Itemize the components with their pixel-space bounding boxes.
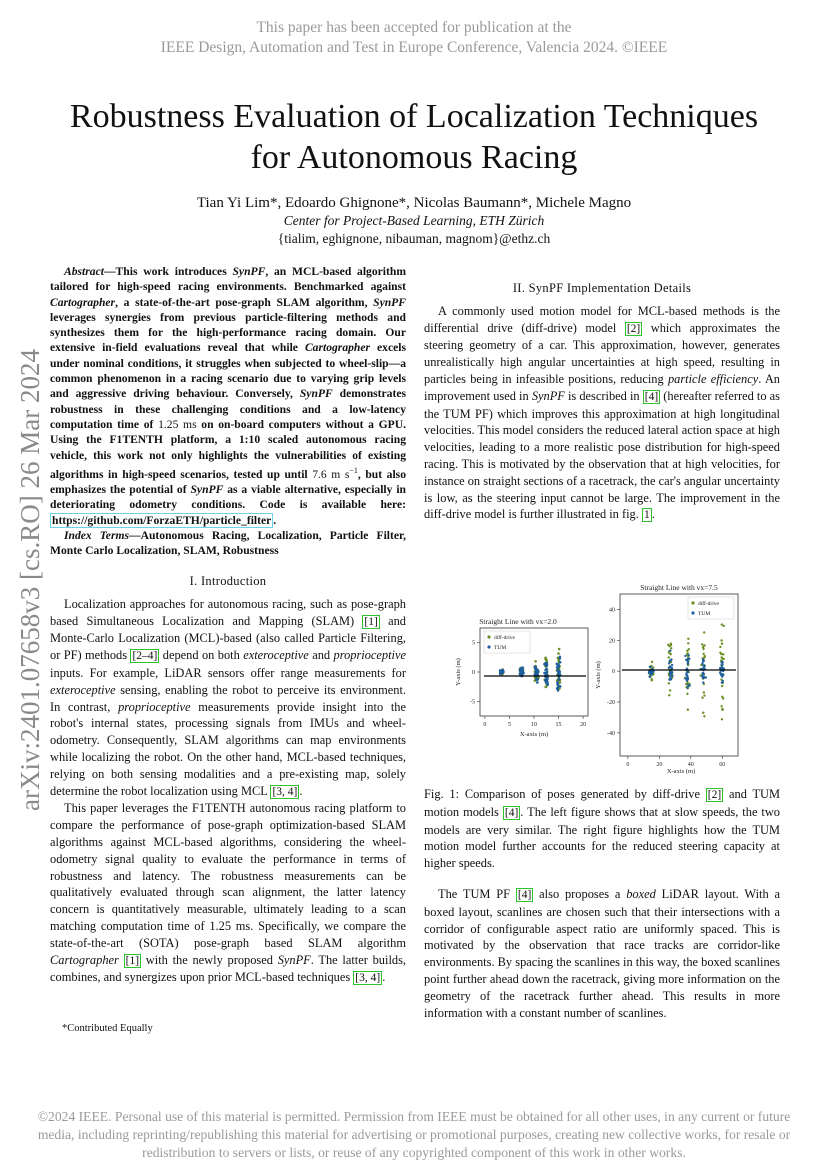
tum-point — [702, 660, 704, 662]
abstract-speed-exponent: −1 — [349, 465, 358, 475]
abstract-text: on on-board computers without a GPU. Using the F1TENTH platform, a 1:10 scaled autonomous racing vehicle, this work not only highlights the vulnerabilities of existing algorithms in high-speed scenarios, tested up until — [50, 417, 407, 481]
tum-point — [669, 659, 671, 661]
tum-point — [556, 687, 559, 690]
tum-point — [545, 673, 548, 676]
paper-title — [40, 96, 788, 178]
tum-point — [521, 666, 524, 669]
tum-point — [721, 663, 723, 665]
text: . — [299, 783, 303, 798]
text-exteroceptive: exteroceptive — [243, 648, 309, 663]
diff-drive-point — [703, 694, 705, 696]
text: . — [382, 970, 386, 985]
right-plot — [595, 583, 738, 775]
right-plot-legend — [688, 597, 734, 619]
diff-drive-point — [720, 639, 722, 641]
publication-note — [0, 18, 828, 58]
x-tick-label: 0 — [626, 762, 630, 768]
y-tick-label: 20 — [609, 638, 615, 645]
text: . The latter builds, combines, and synergizes upon prior MCL-based techniques — [50, 952, 407, 985]
diff-drive-point — [687, 638, 689, 640]
text: . The left figure shows that at slow speeds, the two models are very similar. The right figure highlights how the TUM motion model further accounts for the reduced steering capacity at higher speeds. — [424, 804, 780, 871]
left-legend-diff-drive: diff-drive — [494, 635, 515, 641]
diff-drive-point — [702, 653, 704, 655]
index-terms-label: Index Terms — [64, 528, 129, 542]
abstract-text: . — [273, 513, 277, 527]
publication-note-line1: This paper has been accepted for publication at the — [256, 19, 572, 36]
tum-point — [521, 673, 524, 676]
index-terms — [50, 528, 406, 559]
tum-point — [702, 681, 704, 683]
diff-drive-point — [722, 697, 724, 699]
right-legend-diff-drive: diff-drive — [698, 601, 719, 607]
abstract-text: demonstrates robustness in these challenging conditions and a low-latency computation time of — [50, 387, 406, 431]
tum-point — [651, 673, 653, 675]
author-list: Tian Yi Lim*, Edoardo Ghignone*, Nicolas Baumann*, Michele Magno — [196, 195, 632, 211]
x-tick-label: 40 — [687, 762, 694, 768]
intro-paragraph-1 — [50, 596, 406, 801]
left-plot-ylabel: Y-axis (m) — [455, 658, 462, 686]
abstract-latency: 1.25 ms — [158, 417, 197, 431]
tum-point — [546, 683, 549, 686]
citation-link[interactable]: [2] — [707, 789, 722, 801]
x-tick-label: 20 — [580, 722, 587, 728]
diff-drive-point — [704, 655, 706, 657]
text-boxed: boxed — [626, 887, 656, 901]
code-link[interactable]: https://github.com/ForzaETH/particle_filter — [52, 513, 272, 527]
text-synpf: SynPF — [531, 388, 565, 403]
abstract-synpf: SynPF — [232, 265, 266, 278]
abstract-synpf: SynPF — [299, 387, 333, 401]
y-tick-label: 0 — [612, 669, 615, 676]
copyright-line3: redistribution to servers or lists, or reuse of any copyrighted component of this work in other works. — [142, 1144, 686, 1160]
text-cartographer: Cartographer — [50, 952, 119, 967]
text: . Specifically, we compare the state-of-the-art (SOTA) pose-graph based SLAM algorithm — [50, 918, 406, 950]
tum-point — [668, 666, 670, 668]
copyright-line1: ©2024 IEEE. Personal use of this material is permitted. Permission from IEEE must be obtained for all other uses, in any current or future — [37, 1109, 791, 1124]
x-tick-label: 60 — [719, 762, 726, 768]
text: LiDAR layout. With a boxed layout, scanlines are chosen such that their intersections with a corridor of configurable aspect ratio are uniformly spaced. This is motivated by the observation that race tracks are corridor-like environments. By spacing the scanlines in this way, the boxed scanlines point further ahead down the racetrack, giving more information on the geometry of the racetrack further ahead. This results in more information with a constant number of scanlines. — [424, 887, 781, 1020]
text: which approximates the steering geometry of a car. This approximation, however, generates unrealistically high angular uncertainties at high speed, resulting in particles being in infeasible positions, reducing — [424, 320, 781, 386]
diff-drive-point — [721, 623, 723, 625]
tum-point — [545, 668, 548, 671]
tum-point — [519, 668, 522, 671]
tum-point — [499, 673, 502, 676]
left-plot-xlabel: X-axis (m) — [519, 731, 549, 738]
implementation-paragraph-1 — [424, 303, 780, 524]
diff-drive-point — [687, 709, 689, 711]
abstract-synpf: SynPF — [373, 295, 406, 309]
left-plot-legend — [484, 631, 530, 653]
diff-drive-point — [558, 648, 561, 651]
citation-link[interactable]: [2] — [626, 322, 641, 335]
tum-point — [669, 650, 671, 652]
tum-point — [687, 660, 689, 662]
text: . — [651, 507, 655, 522]
diff-drive-point — [545, 685, 548, 688]
abstract-cartographer: Cartographer — [50, 295, 116, 309]
introduction-section — [50, 573, 406, 987]
abstract-text: leverages synergies from previous particle-filtering methods and synthesizes them for the high-performance racing domain. Our extensive in-field evaluations reveal that while — [50, 310, 406, 355]
tum-point — [558, 671, 561, 674]
tum-point — [558, 678, 561, 681]
text: measurements provide insight into the robot's internal states, processing signals from IMUs and wheel-odometry. Consequently, SLAM algorithms can map environments while localizing the robot. On the other hand, MCL-based techniques, relying on both sensing modalities and a pre-existing map, solely determine the robot localization using MCL — [50, 699, 406, 798]
tum-point — [556, 683, 559, 686]
tum-point — [719, 671, 721, 673]
diff-drive-point — [544, 657, 547, 660]
tum-point — [721, 681, 723, 683]
arxiv-stamp: arXiv:2401.07658v3 [cs.RO] 26 Mar 2024 — [15, 349, 45, 811]
text: Localization approaches for autonomous racing, such as pose-graph based Simultaneous Localization and Mapping (SLAM) — [50, 596, 406, 628]
implementation-section-continued — [424, 886, 780, 1021]
left-plot — [455, 617, 588, 738]
tum-point — [546, 678, 549, 681]
tum-point — [687, 684, 689, 686]
abstract-text: , but also emphasizes the potential of — [50, 467, 406, 497]
tum-point — [671, 675, 673, 677]
tum-point — [534, 673, 537, 676]
intro-paragraph-2 — [50, 800, 406, 987]
abstract-label: Abstract — [64, 265, 104, 278]
title-line1: Robustness Evaluation of Localization Techniques — [69, 98, 759, 135]
tum-point — [502, 670, 505, 673]
diff-drive-point — [720, 653, 722, 655]
abstract-text: , an MCL-based algorithm tailored for high-speed racing environments. Benchmarked against — [50, 265, 406, 294]
text-exteroceptive: exteroceptive — [50, 682, 116, 697]
y-tick-label: 5 — [472, 640, 475, 647]
diff-drive-point — [703, 691, 705, 693]
x-tick-label: 10 — [531, 722, 537, 728]
abstract-cartographer: Cartographer — [304, 341, 371, 355]
y-tick-label: -5 — [470, 699, 475, 706]
tum-point — [671, 667, 673, 669]
legend-marker-diff-drive — [691, 601, 694, 604]
text: and TUM motion models — [424, 787, 780, 819]
right-legend-tum: TUM — [698, 611, 711, 617]
diff-drive-point — [703, 715, 705, 717]
legend-marker-tum — [691, 611, 694, 614]
x-tick-label: 0 — [483, 722, 487, 728]
tum-point — [687, 654, 689, 656]
text: also proposes a — [533, 887, 627, 901]
citation-link[interactable]: [4] — [644, 390, 659, 403]
diff-drive-point — [667, 644, 669, 646]
citation-link[interactable]: [3, 4] — [355, 972, 381, 985]
right-plot-title: Straight Line with vx=7.5 — [640, 583, 718, 592]
text-latency: 1.25 ms — [209, 918, 251, 933]
tum-point — [545, 681, 548, 684]
text-synpf: SynPF — [277, 952, 311, 967]
citation-link[interactable]: [4] — [504, 806, 519, 819]
figure-link[interactable]: 1 — [643, 509, 650, 522]
diff-drive-point — [721, 685, 723, 687]
diff-drive-point — [669, 689, 671, 691]
text: The TUM PF — [438, 887, 516, 901]
text-proprioceptive: proprioceptive — [333, 648, 407, 663]
x-tick-label: 20 — [656, 762, 663, 768]
publication-note-line2: IEEE Design, Automation and Test in Europe Conference, Valencia 2024. ©IEEE — [160, 39, 668, 56]
citation-link[interactable]: [3, 4] — [272, 785, 298, 798]
tum-point — [684, 677, 686, 679]
tum-point — [558, 657, 561, 660]
y-tick-label: -40 — [607, 730, 615, 737]
diff-drive-point — [722, 709, 724, 711]
tum-point — [668, 662, 670, 664]
diff-drive-point — [651, 679, 653, 681]
text: A commonly used motion model for MCL-based methods is the differential drive (diff-drive) model — [424, 303, 780, 335]
x-tick-label: 15 — [555, 722, 562, 728]
tum-point — [556, 666, 559, 669]
tum-point — [687, 662, 689, 664]
tum-point — [703, 665, 705, 667]
index-terms-text: —Autonomous Racing, Localization, Particle Filter, Monte Carlo Localization, SLAM, Robustness — [50, 528, 406, 558]
diff-drive-point — [688, 648, 690, 650]
tum-point — [703, 677, 705, 679]
diff-drive-point — [702, 646, 704, 648]
text: (hereafter referred to as the TUM PF) which improves this approximation at high longitudinal velocities. This model considers the reduced lateral action space at high velocities, leading to a more realistic pose distribution for high-speed racing. This is motivated by the observation that at high velocities, for instance on straight sections of a racetrack, the car's angular uncertainty is low, as the steering input cannot be large. The improvement in the diff-drive model is further illustrated in fig. — [424, 388, 780, 522]
legend-marker-tum — [487, 645, 490, 648]
title-line2: for Autonomous Racing — [250, 139, 578, 176]
implementation-paragraph-2 — [424, 886, 780, 1021]
figure-1 — [436, 580, 784, 780]
copyright-line2: media, including reprinting/republishing this material for advertising or promotional purposes, creating new collective works, for resale or — [37, 1126, 791, 1142]
copyright-footer — [20, 1108, 808, 1161]
abstract-text: —This work introduces — [103, 265, 233, 278]
diff-drive-point — [668, 656, 670, 658]
text: . An improvement used in — [424, 371, 781, 403]
right-plot-xlabel: X-axis (m) — [666, 768, 696, 775]
diff-drive-point — [651, 661, 653, 663]
diff-drive-point — [722, 658, 724, 660]
citation-link[interactable]: [4] — [517, 889, 532, 901]
diff-drive-point — [668, 682, 670, 684]
text: sensing, enabling the robot to perceive its environment. In contrast, — [50, 682, 406, 714]
tum-point — [703, 673, 705, 675]
diff-drive-point — [534, 660, 537, 663]
tum-point — [722, 673, 724, 675]
tum-point — [559, 661, 562, 664]
citation-link[interactable]: [1] — [364, 615, 378, 628]
section-heading-introduction: I. Introduction — [189, 574, 267, 588]
tum-point — [536, 681, 539, 684]
tum-point — [533, 666, 536, 669]
text: Fig. 1: Comparison of poses generated by diff-drive — [424, 787, 706, 801]
left-plot-title: Straight Line with vx=2.0 — [479, 617, 557, 626]
figure-1-caption — [424, 786, 780, 872]
text: and — [308, 648, 334, 663]
abstract — [50, 264, 406, 559]
tum-point — [556, 663, 559, 666]
tum-point — [545, 664, 548, 667]
diff-drive-point — [559, 681, 562, 684]
text: depend on both — [159, 648, 244, 663]
abstract-text: , a state-of-the-art pose-graph SLAM algorithm, — [115, 295, 374, 309]
abstract-speed: 7.6 m s — [312, 467, 350, 481]
diff-drive-point — [721, 643, 723, 645]
abstract-text: excels under nominal conditions, it struggles when subjected to wheel-slip—a common phenomenon in a racing scenario due to varying grip levels and aggressive driving behaviour. Conversely, — [50, 341, 406, 401]
text: with the newly proposed — [141, 952, 278, 967]
diff-drive-point — [720, 656, 722, 658]
text: is described in — [564, 388, 643, 403]
tum-point — [556, 668, 559, 671]
tum-point — [688, 658, 690, 660]
diff-drive-point — [703, 631, 705, 633]
tum-point — [649, 676, 651, 678]
tum-point — [535, 669, 538, 672]
tum-point — [671, 664, 673, 666]
diff-drive-point — [668, 694, 670, 696]
diff-drive-point — [701, 697, 703, 699]
diff-drive-point — [687, 642, 689, 644]
citation-link[interactable]: [1] — [125, 954, 140, 967]
right-plot-ylabel: Y-axis (m) — [595, 661, 602, 689]
tum-point — [703, 667, 705, 669]
diff-drive-point — [702, 712, 704, 714]
y-tick-label: -20 — [607, 700, 615, 706]
diff-drive-point — [686, 693, 688, 695]
tum-point — [687, 678, 689, 680]
tum-point — [559, 685, 562, 688]
tum-point — [669, 672, 671, 674]
implementation-section — [424, 280, 780, 524]
affiliation: Center for Project-Based Learning, ETH Zürich — [283, 213, 545, 228]
tum-point — [686, 687, 688, 689]
legend-marker-diff-drive — [487, 635, 490, 638]
diff-drive-point — [670, 642, 672, 644]
tum-point — [649, 666, 651, 668]
tum-point — [701, 662, 703, 664]
y-tick-label: 0 — [472, 670, 475, 676]
left-legend-tum: TUM — [494, 645, 507, 651]
abstract-paragraph — [50, 264, 406, 528]
figure-1-svg — [436, 580, 784, 780]
tum-point — [686, 674, 688, 676]
diff-drive-point — [720, 705, 722, 707]
text-particle-efficiency: particle efficiency — [667, 371, 759, 386]
author-emails: {tialim, eghignone, nibauman, magnom}@ethz.ch — [277, 231, 551, 246]
text: and Monte-Carlo Localization (MCL)-based (also called Particle Filtering, or PF) methods — [50, 613, 406, 663]
diff-drive-point — [719, 646, 721, 648]
text: inputs. For example, LiDAR sensors offer range measurements for — [50, 665, 406, 680]
section-heading-implementation: II. SynPF Implementation Details — [512, 281, 692, 295]
footnote: *Contributed Equally — [62, 1023, 153, 1034]
tum-point — [685, 672, 687, 674]
text: This paper leverages the F1TENTH autonomous racing platform to compare the performance of pose-graph optimization-based SLAM algorithms against MCL-based algorithms, considering the wheel-odometry signal quality to evaluate the performance in terms of robustness and latency. The robustness measurements can be qualitatively evaluated through scan alignment, the latter latency concern is quantitatively measurable, ultimately leading to a scan matching computation time of — [50, 801, 406, 933]
diff-drive-point — [557, 652, 560, 655]
text-proprioceptive: proprioceptive — [118, 699, 191, 714]
abstract-text: as a viable alternative, especially in deteriorating odometry conditions. Code is available here: — [50, 483, 406, 512]
diff-drive-point — [670, 647, 672, 649]
tum-point — [668, 679, 670, 681]
diff-drive-point — [721, 718, 723, 720]
x-tick-label: 5 — [507, 722, 511, 728]
tum-point — [684, 655, 686, 657]
tum-point — [536, 678, 539, 681]
abstract-synpf: SynPF — [190, 483, 224, 497]
y-tick-label: 40 — [609, 607, 615, 614]
diff-drive-point — [701, 643, 703, 645]
citation-link[interactable]: [2–4] — [132, 650, 158, 663]
